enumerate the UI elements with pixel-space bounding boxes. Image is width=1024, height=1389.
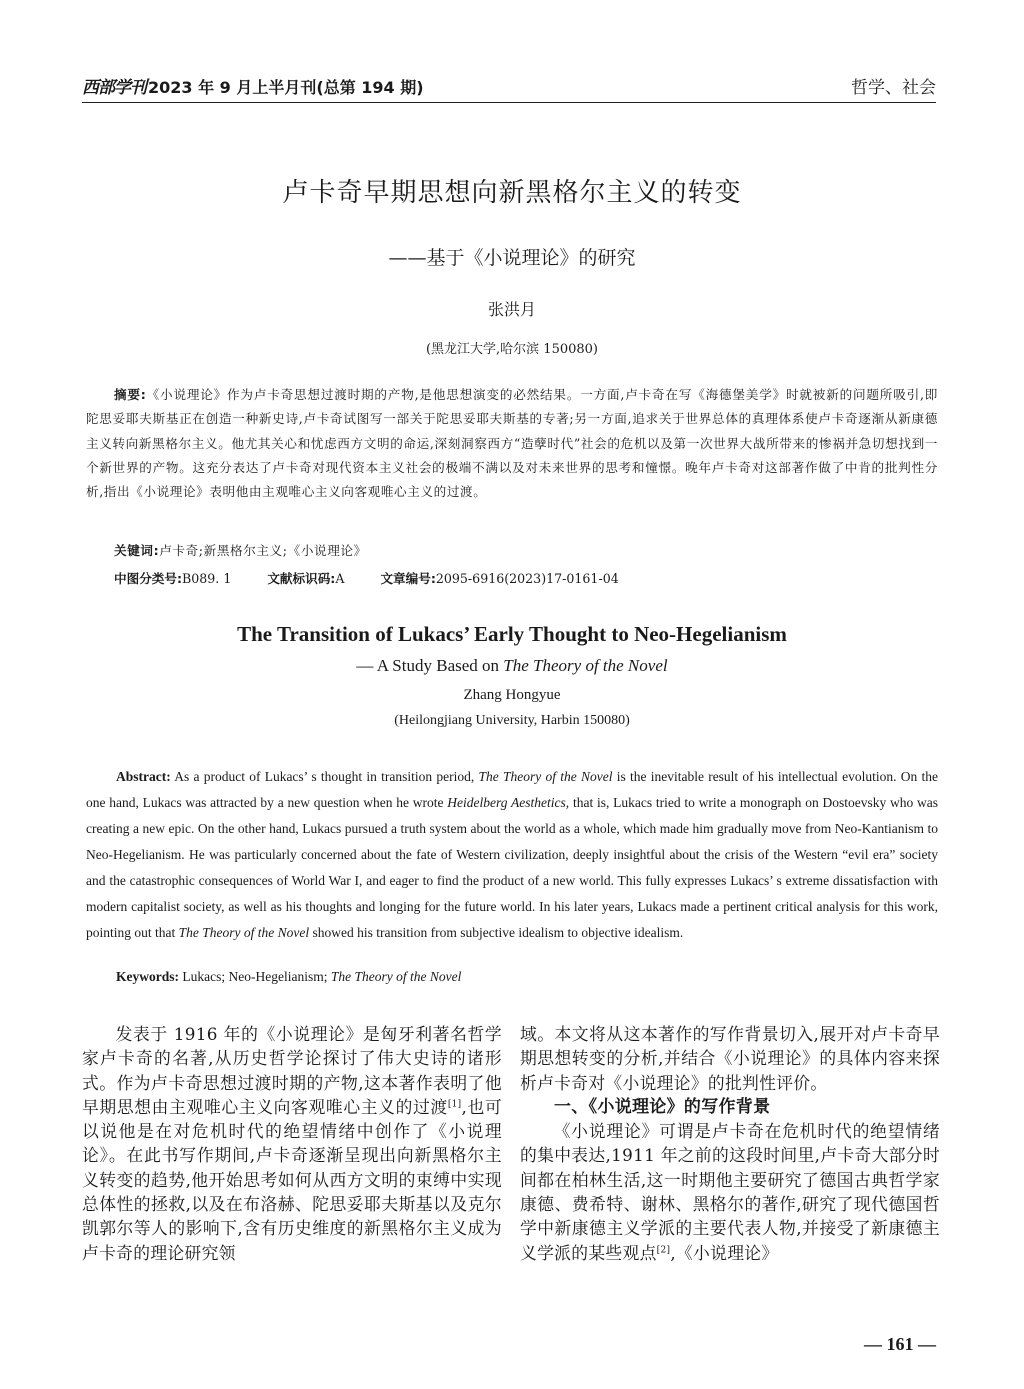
clc-label: 中图分类号: (114, 571, 183, 586)
en-abstract-part: is the inevitable result of his intellectual evolution. On the one hand, Lukacs was attracted by a new question when he wrote (86, 769, 938, 810)
clc-value: B089. 1 (182, 571, 232, 586)
classification-row (114, 568, 934, 587)
running-header (82, 68, 936, 103)
en-abstract-part: that is, Lukacs tried to write a monograph on Dostoevsky who was creating a new epic. On the other hand, Lukacs pursued a truth system about the world as a whole, which made him gradually move from Neo-Kantianism to Neo-Hegelianism. He was particularly concerned about the fate of Western civilization, deeply insightful about the crisis of the Western “evil era” society and the catastrophic consequences of World War I, and eager to find the product of a new world. This fully expresses Lukacs’ s extreme dissatisfaction with modern capitalist society, as well as his thoughts and longing for the future world. In his later years, Lukacs made a pertinent critical analysis for this work, pointing out that (86, 795, 939, 940)
article-number (380, 568, 618, 587)
cn-affiliation: (黑龙江大学,哈尔滨 150080) (425, 342, 599, 357)
en-abstract-part: showed his transition from subjective idealism to objective idealism. (309, 925, 684, 940)
cn-title: 卢卡奇早期思想向新黑格尔主义的转变 (282, 178, 742, 208)
cn-keywords-label: 关键词: (114, 543, 160, 558)
en-keywords-label: Keywords: (116, 969, 179, 984)
body-paragraph (520, 1119, 940, 1265)
en-abstract-work: Heidelberg Aesthetics, (447, 795, 570, 810)
body-column-left (82, 1022, 502, 1265)
citation-ref: [1] (447, 1099, 462, 1110)
body-text: 《小说理论》可谓是卢卡奇在危机时代的绝望情绪的集中表达,1911 年之前的这段时间里,卢卡奇大部分时间都在柏林生活,这一时期他主要研究了德国古典哲学家康德、费希特、谢林、黑格尔的著作,研究了现代德国哲学中新康德主义学派的主要代表人物,并接受了新康德主义学派的某些观点 (520, 1121, 940, 1263)
doc-code-label: 文献标识码: (267, 571, 336, 586)
en-abstract-label: Abstract: (116, 769, 171, 784)
article-number-label: 文章编号: (380, 571, 436, 586)
cn-subtitle: ——基于《小说理论》的研究 (388, 247, 636, 269)
doc-code-value: A (335, 571, 345, 586)
en-abstract-work: The Theory of the Novel (178, 925, 310, 940)
cn-keywords (114, 540, 934, 559)
en-abstract (86, 764, 938, 946)
body-text: ,《小说理论》 (670, 1242, 779, 1263)
en-subtitle-prefix: — A Study Based on (356, 656, 504, 675)
body-paragraph (82, 1022, 502, 1265)
cn-abstract (86, 383, 938, 504)
cn-abstract-label: 摘要: (114, 387, 147, 402)
en-keywords-work: The Theory of the Novel (330, 969, 462, 984)
en-subtitle-work: The Theory of the Novel (503, 656, 668, 675)
citation-ref: [2] (656, 1245, 671, 1256)
en-keywords (116, 969, 936, 985)
en-abstract-work: The Theory of the Novel (478, 769, 613, 784)
en-abstract-part: As a product of Lukacs’ s thought in transition period, (170, 769, 479, 784)
clc-number (114, 568, 231, 587)
body-paragraph: 域。本文将从这本著作的写作背景切入,展开对卢卡奇早期思想转变的分析,并结合《小说理论》的具体内容来探析卢卡奇对《小说理论》的批判性评价。 (520, 1024, 940, 1093)
en-subtitle (0, 656, 1024, 676)
page-number: — 161 — (864, 1334, 936, 1354)
section-heading: 一、《小说理论》的写作背景 (554, 1096, 771, 1117)
article-number-value: 2095-6916(2023)17-0161-04 (435, 571, 619, 586)
section-name: 哲学、社会 (851, 78, 936, 98)
header-left (82, 73, 424, 98)
journal-logo: 西部学刊 (82, 78, 146, 98)
body-text: 发表于 1916 年的《小说理论》是匈牙利著名哲学家卢卡奇的名著,从历史哲学论探讨了伟大史诗的诸形式。作为卢卡奇思想过渡时期的产物,这本著作表明了他早期思想由主观唯心主义向客观唯心主义的过渡 (82, 1024, 502, 1117)
issue-info: 2023 年 9 月上半月刊(总第 194 期) (148, 78, 424, 97)
en-title: The Transition of Lukacs’ Early Thought to Neo-Hegelianism (237, 622, 787, 646)
cn-author: 张洪月 (487, 300, 536, 319)
en-keywords-text: Lukacs; Neo-Hegelianism; (179, 969, 331, 984)
en-author: Zhang Hongyue (463, 687, 561, 703)
body-column-right (520, 1022, 940, 1265)
cn-keywords-text: 卢卡奇;新黑格尔主义;《小说理论》 (159, 543, 367, 558)
body-text: ,也可以说他是在对危机时代的绝望情绪中创作了《小说理论》。在此书写作期间,卢卡奇逐渐呈现出向新黑格尔主义转变的趋势,他开始思考如何从西方文明的束缚中实现总体性的拯救,以及在布洛赫、陀思妥耶夫斯基以及克尔凯郭尔等人的影响下,含有历史维度的新黑格尔主义成为卢卡奇的理论研究领 (82, 1096, 502, 1263)
document-code (267, 568, 344, 587)
cn-abstract-text: 《小说理论》作为卢卡奇思想过渡时期的产物,是他思想演变的必然结果。一方面,卢卡奇在写《海德堡美学》时就被新的问题所吸引,即陀思妥耶夫斯基正在创造一种新史诗,卢卡奇试图写一部关于陀思妥耶夫斯基的专著;另一方面,追求关于世界总体的真理体系使卢卡奇逐渐从新康德主义转向新黑格尔主义。他尤其关心和忧虑西方文明的命运,深刻洞察西方“造孽时代”社会的危机以及第一次世界大战所带来的惨祸并急切想找到一个新世界的产物。这充分表达了卢卡奇对现代资本主义社会的极端不满以及对未来世界的思考和憧憬。晚年卢卡奇对这部著作做了中肯的批判性分析,指出《小说理论》表明他由主观唯心主义向客观唯心主义的过渡。 (86, 387, 938, 500)
en-affiliation: (Heilongjiang University, Harbin 150080) (394, 713, 630, 728)
